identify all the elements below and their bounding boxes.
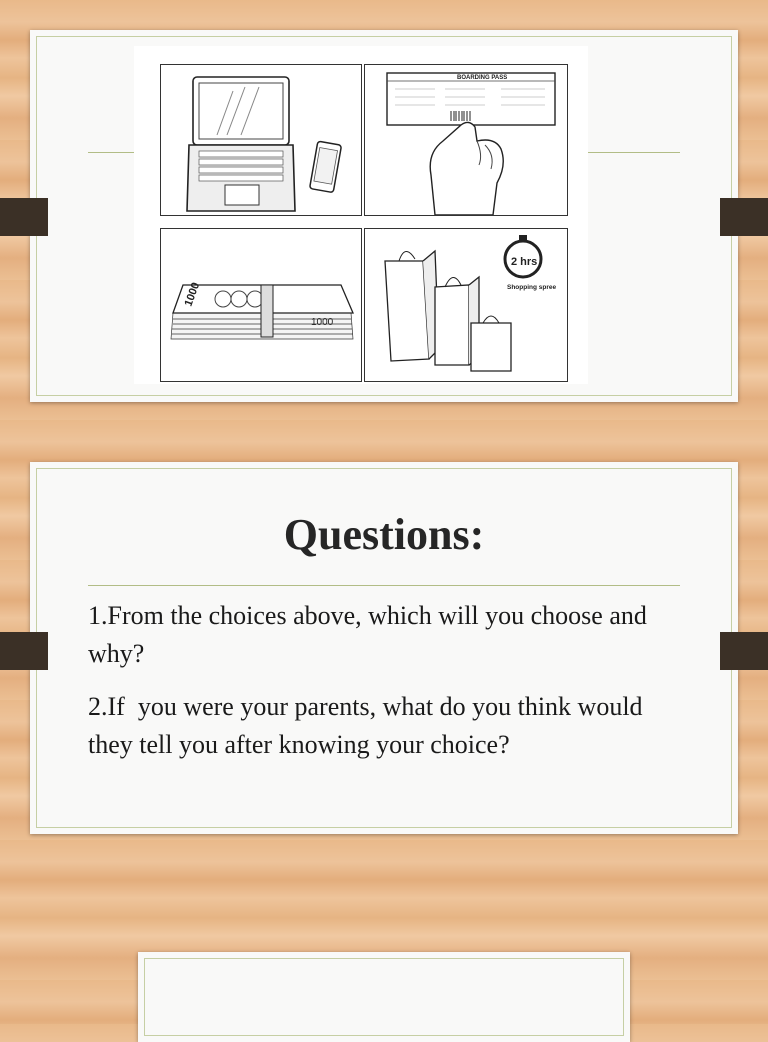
shopping-panel xyxy=(364,228,568,382)
page-title: Questions: xyxy=(283,510,485,559)
peso-bills-icon xyxy=(161,229,361,381)
title-divider xyxy=(88,585,680,586)
slide-3-border xyxy=(144,958,624,1036)
laptop-phone-icon xyxy=(161,65,361,215)
slide-1-right-tab xyxy=(720,198,768,236)
question-2: 2.If you were your parents, what do you think would they tell you after knowing your choice? xyxy=(88,692,650,759)
slide-3 xyxy=(138,952,630,1042)
boarding-pass-label: BOARDING PASS xyxy=(457,75,508,81)
bill-denomination-bottom: 1000 xyxy=(311,317,334,328)
laptop-phone-panel xyxy=(160,64,362,216)
question-1: 1.From the choices above, which will you choose and why? xyxy=(88,601,654,668)
slide-1-right-rule xyxy=(588,152,680,153)
shopping-bags-icon xyxy=(365,229,567,381)
money-panel xyxy=(160,228,362,382)
slide-2-left-tab xyxy=(0,632,48,670)
slide-1-left-tab xyxy=(0,198,48,236)
bill-denomination: 1000 xyxy=(182,280,203,309)
boarding-pass-icon xyxy=(365,65,567,215)
boarding-pass-panel xyxy=(364,64,568,216)
timer-label: 2 hrs xyxy=(511,256,538,268)
slide-2-right-tab xyxy=(720,632,768,670)
choices-image-grid xyxy=(134,46,588,384)
shopping-caption: Shopping spree xyxy=(507,284,557,291)
slide-1-left-rule xyxy=(88,152,134,153)
